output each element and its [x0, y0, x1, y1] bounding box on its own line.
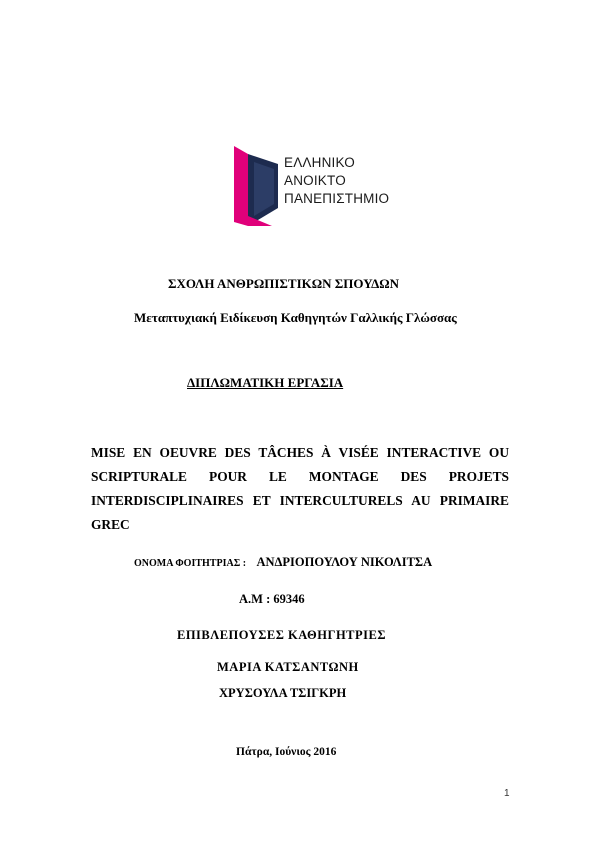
university-logo — [234, 146, 394, 226]
student-label: ΟΝΟΜΑ ΦΟΙΤΗΤΡΙΑΣ : — [134, 558, 247, 569]
page-number: 1 — [504, 788, 510, 799]
school-name: ΣΧΟΛΗ ΑΝΘΡΩΠΙΣΤΙΚΩΝ ΣΠΟΥΔΩΝ — [168, 276, 400, 291]
supervisor-name: ΧΡΥΣΟΥΛΑ ΤΣΙΓΚΡΗ — [219, 686, 347, 700]
logo-line: ΑΝΟΙΚΤΟ — [284, 173, 346, 188]
student-name: ΑΝΔΡΙΟΠΟΥΛΟΥ ΝΙΚΟΛΙΤΣΑ — [256, 555, 433, 569]
supervisors-label: ΕΠΙΒΛΕΠΟΥΣΕΣ ΚΑΘΗΓΗΤΡΙΕΣ — [177, 628, 387, 642]
place-date: Πάτρα, Ιούνιος 2016 — [236, 746, 337, 758]
logo-line: ΠΑΝΕΠΙΣΤΗΜΙΟ — [284, 191, 390, 206]
supervisor-name: ΜΑΡΙΑ ΚΑΤΣΑΝΤΩΝΗ — [217, 660, 359, 674]
document-type: ΔΙΠΛΩΜΑΤΙΚΗ ΕΡΓΑΣΙΑ — [187, 375, 344, 390]
specialization: Μεταπτυχιακή Ειδίκευση Καθηγητών Γαλλικής Γλώσσας — [134, 310, 457, 325]
thesis-title: MISE EN OEUVRE DES TÂCHES À VISÉE INTERACTIVE OU SCRIPTURALE POUR LE MONTAGE DES PROJETS INTERDISCIPLINAIRES ET INTERCULTURELS AU PRIMAIRE GREC — [91, 445, 509, 532]
student-id: Α.Μ : 69346 — [239, 592, 305, 606]
logo-mark-icon — [234, 146, 284, 226]
student-line — [134, 555, 432, 570]
logo-line: ΕΛΛΗΝΙΚΟ — [284, 155, 355, 170]
logo-wordmark — [284, 154, 394, 208]
